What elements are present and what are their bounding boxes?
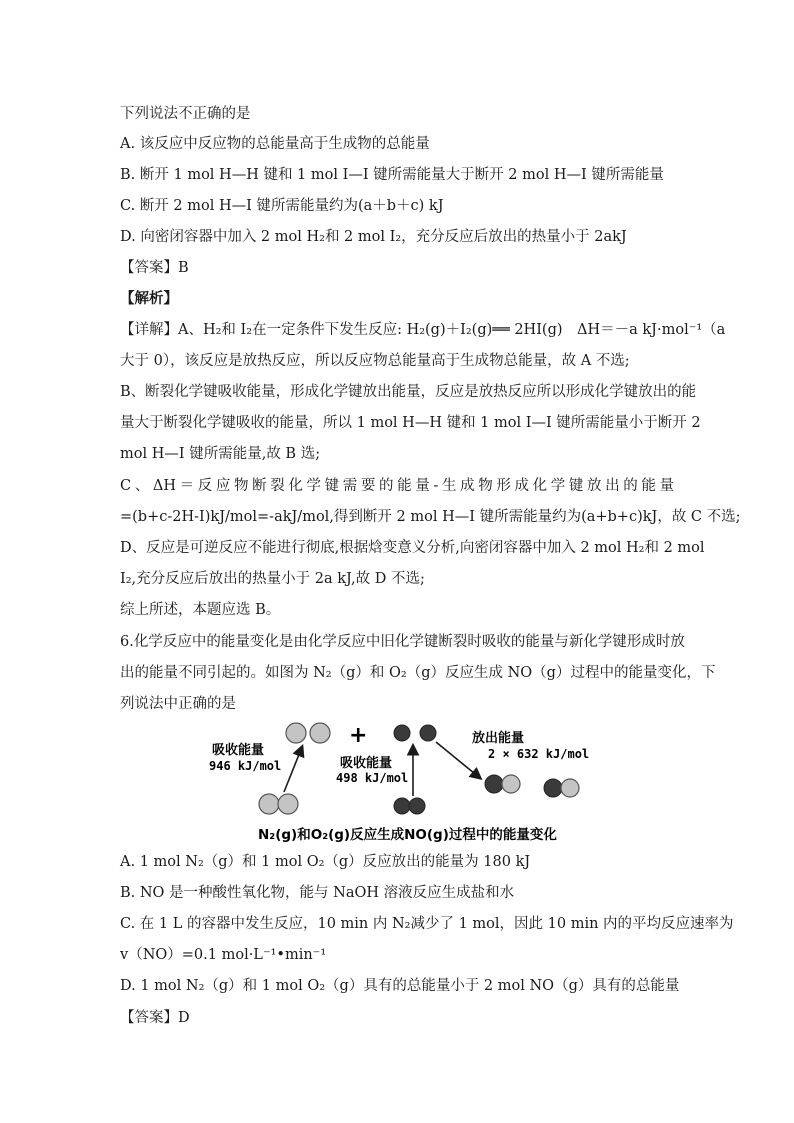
q5-explain-line: mol H—I 键所需能量,故 B 选; — [120, 446, 321, 462]
o-atom — [420, 725, 436, 741]
no-o-atom — [544, 779, 562, 797]
q5-explain-line: 【详解】A、H₂和 I₂在一定条件下发生反应: H₂(g)＋I₂(g)══ 2HI(g) ΔH＝－a kJ·mol⁻¹（a — [120, 322, 726, 338]
bond-form-arrow — [436, 742, 480, 778]
plus-sign: + — [349, 723, 368, 748]
q6-stem-line: 出的能量不同引起的。如图为 N₂（g）和 O₂（g）反应生成 NO（g）过程中的能量变化，下 — [120, 665, 716, 681]
q5-analysis-label: 【解析】 — [120, 290, 178, 307]
absorb-label: 吸收能量 — [340, 756, 393, 771]
absorb-value: 946 kJ/mol — [209, 759, 282, 773]
q6-answer: 【答案】D — [120, 1010, 190, 1026]
q6-option-c-rate: v（NO）=0.1 mol·L⁻¹•min⁻¹ — [120, 947, 327, 963]
figure-caption: N₂(g)和O₂(g)反应生成NO(g)过程中的能量变化 — [258, 827, 557, 843]
no-n-atom — [561, 779, 579, 797]
q5-stem: 下列说法不正确的是 — [120, 106, 251, 122]
o2-atom — [394, 798, 410, 814]
absorb-value: 498 kJ/mol — [336, 771, 409, 785]
n2-atom — [278, 794, 298, 814]
q6-option-c: C. 在 1 L 的容器中发生反应，10 min 内 N₂减少了 1 mol，因此 10 min 内的平均反应速率为 — [120, 916, 734, 932]
energy-diagram — [209, 716, 602, 846]
q6-option-d: D. 1 mol N₂（g）和 1 mol O₂（g）具有的总能量小于 2 mol NO（g）具有的总能量 — [120, 978, 680, 994]
energy-change-figure — [209, 716, 602, 846]
q5-explain-line: D、反应是可逆反应不能进行彻底,根据焓变意义分析,向密闭容器中加入 2 mol H₂和 2 mol — [120, 540, 705, 556]
o2-atom — [409, 798, 425, 814]
q5-explain-line: 大于 0），该反应是放热反应，所以反应物总能量高于生成物总能量，故 A 不选; — [120, 353, 630, 369]
n-atom — [286, 723, 306, 743]
q5-explain-line: I₂,充分反应后放出的热量小于 2a kJ,故 D 不选; — [120, 571, 425, 587]
q5-option-b: B. 断开 1 mol H—H 键和 1 mol I—I 键所需能量大于断开 2 mol H—I 键所需能量 — [120, 167, 664, 183]
n2-atom — [259, 794, 279, 814]
q6-option-b: B. NO 是一种酸性氧化物，能与 NaOH 溶液反应生成盐和水 — [120, 885, 515, 901]
q5-explain-line: =(b+c-2H-I)kJ/mol=-akJ/mol,得到断开 2 mol H—I 键所需能量约为(a+b+c)kJ，故 C 不选; — [120, 509, 741, 525]
q6-option-a: A. 1 mol N₂（g）和 1 mol O₂（g）反应放出的能量为 180 kJ — [120, 854, 531, 870]
o-atom — [394, 725, 410, 741]
q5-explain-line: 量大于断裂化学键吸收的能量，所以 1 mol H—H 键和 1 mol I—I 键所需能量小于断开 2 — [120, 415, 701, 431]
q5-explain-line: B、断裂化学键吸收能量，形成化学键放出能量，反应是放热反应所以形成化学键放出的能 — [120, 384, 697, 400]
no-o-atom — [485, 775, 503, 793]
q5-option-d: D. 向密闭容器中加入 2 mol H₂和 2 mol I₂，充分反应后放出的热量小于 2akJ — [120, 229, 627, 245]
q5-answer: 【答案】B — [120, 260, 189, 276]
release-label: 放出能量 — [472, 731, 525, 746]
no-n-atom — [502, 775, 520, 793]
q5-summary: 综上所述，本题应选 B。 — [120, 602, 281, 618]
q6-stem-line: 列说法中正确的是 — [120, 696, 236, 712]
absorb-label: 吸收能量 — [212, 743, 265, 758]
bond-break-arrow — [284, 747, 302, 792]
release-value: 2 × 632 kJ/mol — [488, 747, 590, 761]
n-atom — [310, 723, 330, 743]
q5-option-c: C. 断开 2 mol H—I 键所需能量约为(a＋b＋c) kJ — [120, 198, 444, 214]
q5-option-a: A. 该反应中反应物的总能量高于生成物的总能量 — [120, 136, 430, 152]
q6-stem-line: 6.化学反应中的能量变化是由化学反应中旧化学键断裂时吸收的能量与新化学键形成时放 — [120, 634, 685, 650]
q5-explain-line: C、ΔH＝反应物断裂化学键需要的能量-生成物形成化学键放出的能量 — [120, 478, 674, 494]
